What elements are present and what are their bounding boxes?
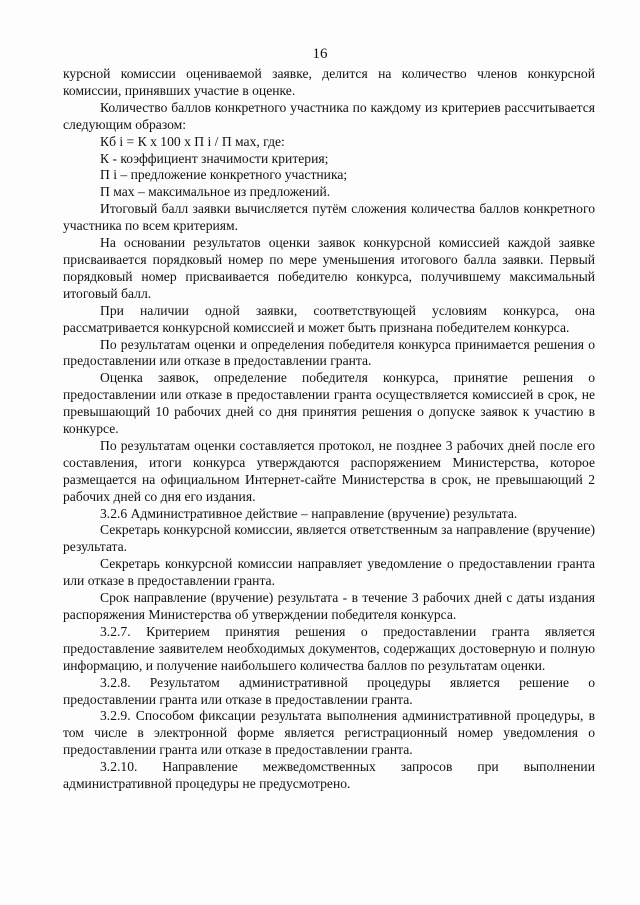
paragraph: Секретарь конкурсной комиссии направляет уведомление о предоставлении гранта или отказе в предоставлении гранта. — [63, 556, 595, 589]
document-body — [63, 66, 595, 793]
formula-line: П i – предложение конкретного участника; — [100, 167, 348, 183]
paragraph: Срок направление (вручение) результата - в течение 3 рабочих дней с даты издания распоряжения Министерства об утверждении победителя конкурса. — [63, 590, 595, 622]
paragraph: Оценка заявок, определение победителя конкурса, принятие решения о предоставлении или отказе в предоставлении гранта осуществляется комиссией в срок, не превышающий 10 рабочих дней со дня принятия решения о допуске заявок к участию в конкурсе. — [63, 370, 595, 437]
paragraph: По результатам оценки и определения победителя конкурса принимается решения о предоставлении или отказе в предоставлении гранта. — [63, 336, 595, 369]
paragraph: Итоговый балл заявки вычисляется путём сложения количества баллов конкретного участника по всем критериям. — [63, 201, 595, 234]
page-number: 16 — [312, 46, 328, 62]
formula-line: К - коэффициент значимости критерия; — [100, 150, 329, 166]
paragraph: Секретарь конкурсной комиссии, является ответственным за направление (вручение) результата. — [63, 522, 595, 555]
paragraph: 3.2.7. Критерием принятия решения о предоставлении гранта является предоставление заявителем необходимых документов, содержащих достоверную и полную информацию, и получение наибольшего количества баллов по результатам оценки. — [63, 623, 595, 673]
paragraph: 3.2.9. Способом фиксации результата выполнения административной процедуры, в том числе в электронной форме является регистрационный номер уведомления о предоставлении гранта или отказе в предоставлении гранта. — [63, 708, 595, 758]
paragraph: курсной комиссии оцениваемой заявке, делится на количество членов конкурсной комиссии, принявших участие в оценке. — [63, 66, 595, 98]
paragraph: 3.2.10. Направление межведомственных запросов при выполнении административной процедуры не предусмотрено. — [63, 759, 595, 792]
paragraph: По результатам оценки составляется протокол, не позднее 3 рабочих дней после его составления, итоги конкурса утверждаются распоряжением Министерства, которое размещается на официальном Интернет-сайте Министерства в срок, не превышающий 2 рабочих дней со дня его издания. — [63, 437, 595, 504]
formula-line: П мах – максимальное из предложений. — [100, 184, 331, 200]
paragraph: На основании результатов оценки заявок конкурсной комиссией каждой заявке присваивается порядковый номер по мере уменьшения итогового балла заявки. Первый порядковый номер присваивается победителю конкурса, получившему максимальный итоговый балл. — [63, 235, 595, 301]
paragraph: Количество баллов конкретного участника по каждому из критериев рассчитывается следующим образом: — [63, 99, 595, 132]
formula-line: Кб i = К х 100 х П i / П мах, где: — [100, 133, 285, 149]
section-heading: 3.2.6 Административное действие – направление (вручение) результата. — [100, 505, 518, 521]
paragraph: При наличии одной заявки, соответствующей условиям конкурса, она рассматривается конкурсной комиссией и может быть признана победителем конкурса. — [63, 302, 595, 335]
paragraph: 3.2.8. Результатом административной процедуры является решение о предоставлении гранта или отказе в предоставлении гранта. — [63, 674, 595, 707]
